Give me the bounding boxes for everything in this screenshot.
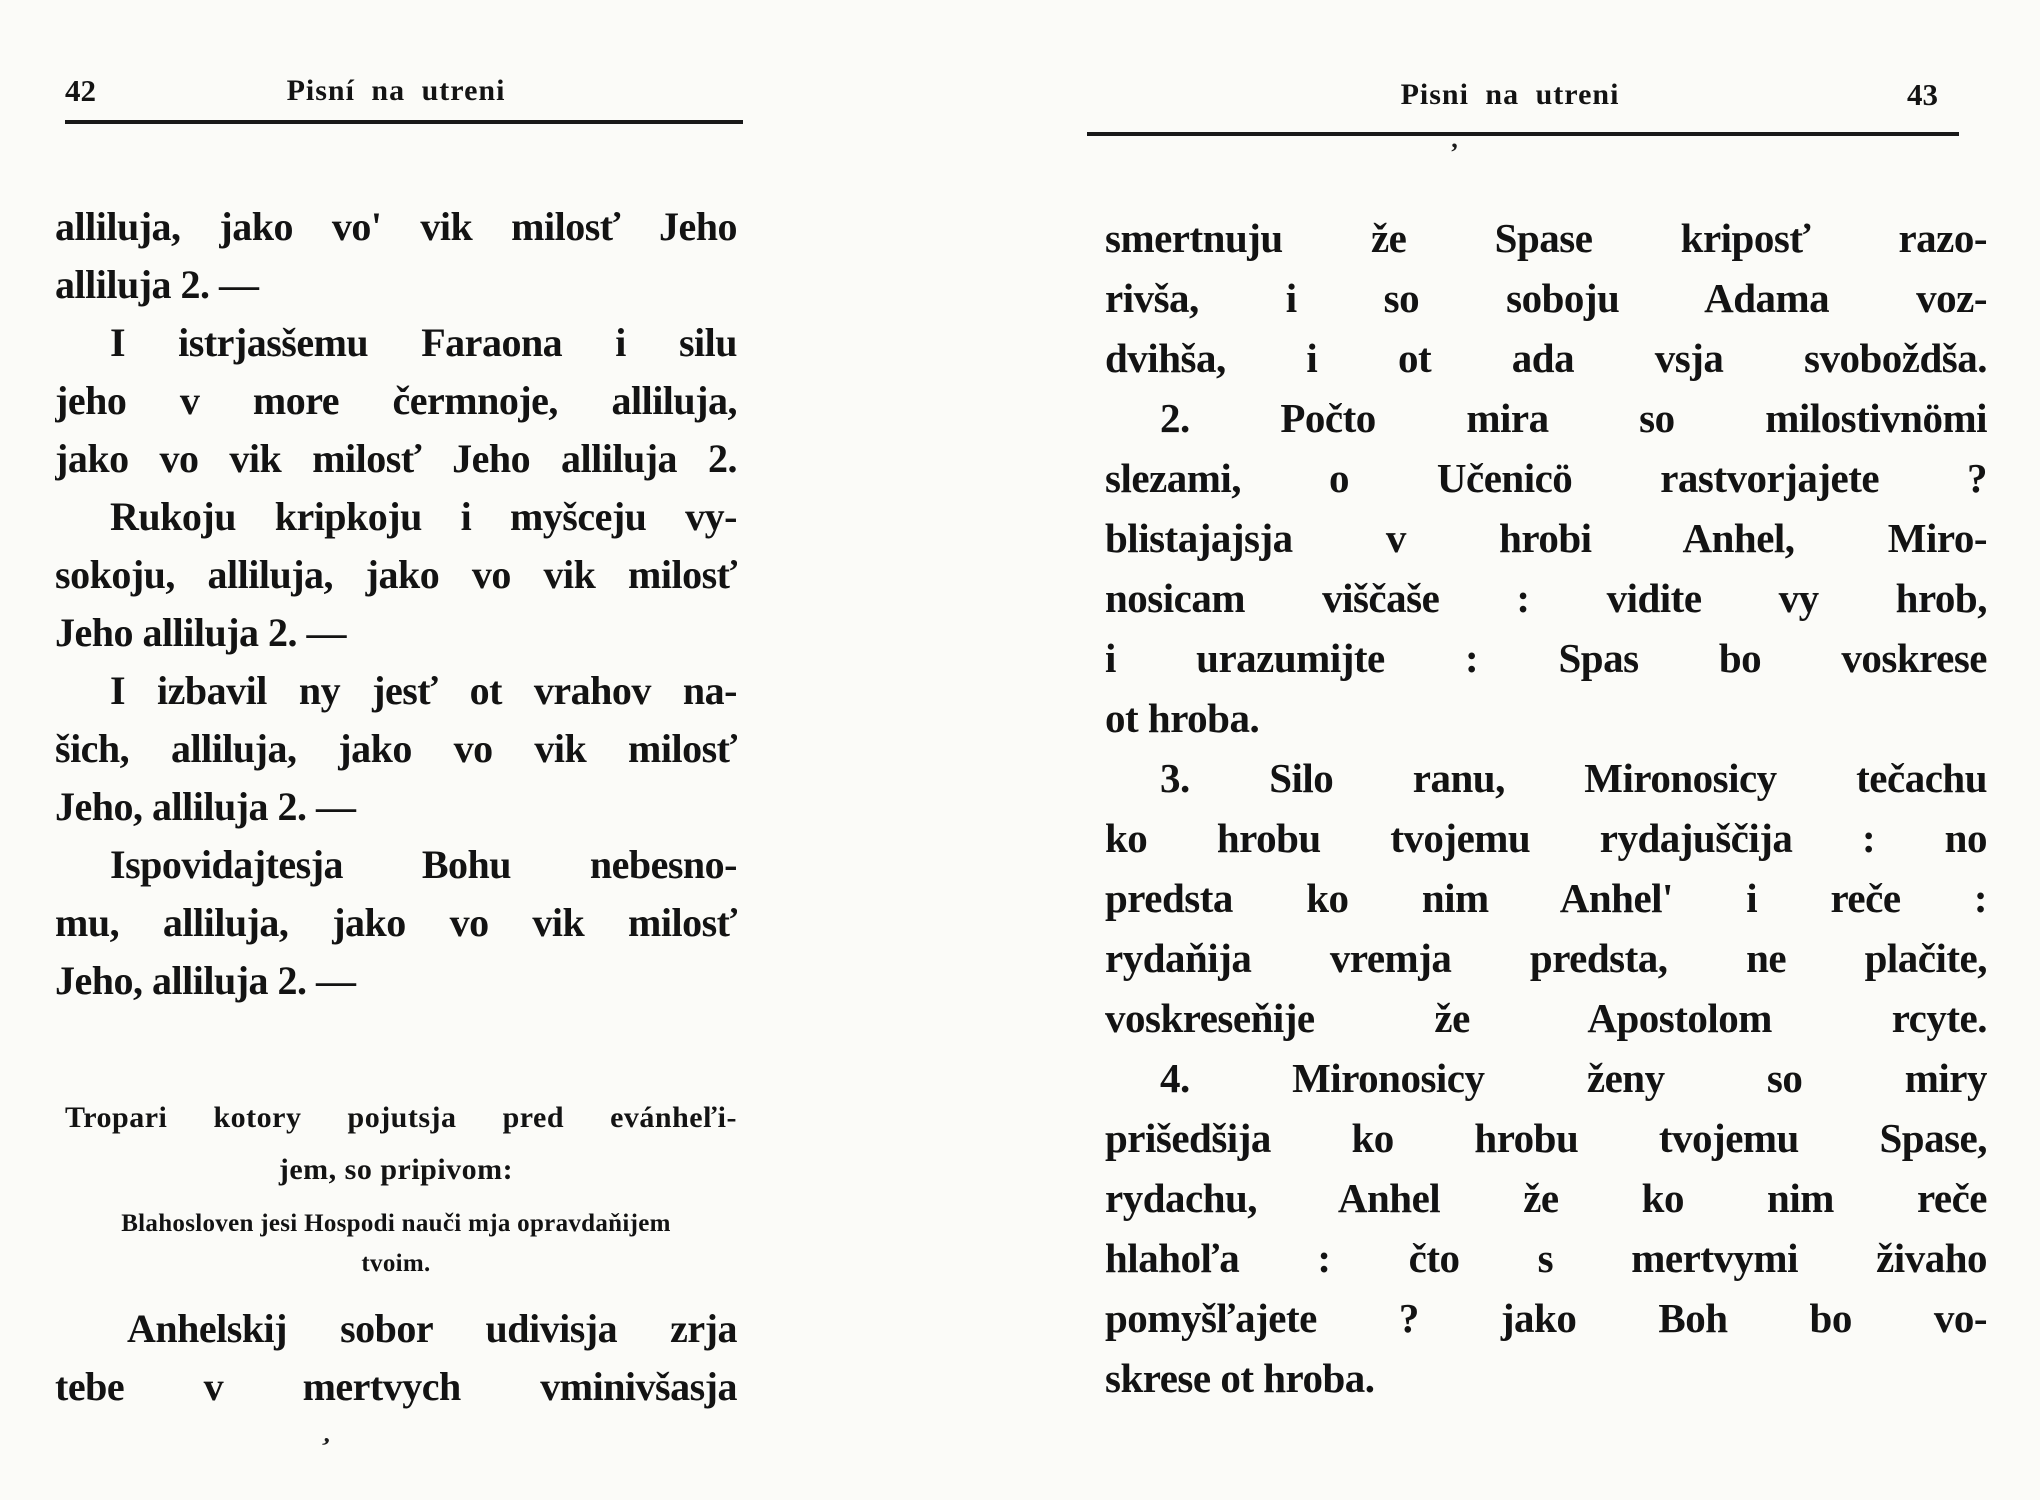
text-line: jeho v more čermnoje, alliluja, [55,378,737,423]
text-line: Jeho alliluja 2. — [55,610,347,655]
text-line: ot hroba. [1105,695,1260,741]
text-line: hlahoľa : čto s mertvymi živaho [1105,1235,1987,1281]
page-left [55,0,737,1500]
running-title-right: Pisni na utreni [1400,78,1620,111]
text-line: predsta ko nim Anhel' i reče : [1105,875,1987,921]
text-line: rydaňija vremja predsta, ne plačite, [1105,935,1987,981]
text-line: sokoju, alliluja, jako vo vik milosť [55,552,737,597]
text-line: rivša, i so soboju Adama voz- [1105,275,1987,321]
text-line: dvihša, i ot ada vsja svoboždša. [1105,335,1987,381]
text-line: blistajajsja v hrobi Anhel, Miro- [1105,515,1987,561]
text-line: rydachu, Anhel že ko nim reče [1105,1175,1987,1221]
text-line: ko hrobu tvojemu rydajuščija : no [1105,815,1987,861]
text-line: mu, alliluja, jako vo vik milosť [55,900,737,945]
text-line: pomyšľajete ? jako Boh bo vo- [1105,1295,1987,1341]
section-heading [55,1092,737,1196]
body-text-block-right [1105,208,1987,1408]
text-line: tebe v mertvych vminivšasja [55,1364,737,1409]
body-text-block-left-lower [55,1300,737,1416]
text-line: smertnuju že Spase kriposť razo- [1105,215,1987,261]
running-title-left: Pisní na utreni [286,74,506,107]
text-line: prišedšija ko hrobu tvojemu Spase, [1105,1115,1987,1161]
rubric-line: tvoim. [361,1250,431,1277]
rubric-line: Blahosloven jesi Hospodi nauči mja opravdaňijem [121,1210,671,1237]
section-heading-line: Tropari kotory pojutsja pred evánheľi- [65,1101,737,1134]
text-line: I izbavil ny jesť ot vrahov na- [110,668,737,713]
text-line: slezami, o Učenicö rastvorjajete ? [1105,455,1987,501]
text-line: Jeho, alliluja 2. — [55,958,356,1003]
text-line: alliluja, jako vo' vik milosť Jeho [55,204,737,249]
ink-mark: ’ [315,1431,334,1462]
page-number-left: 42 [65,73,96,108]
header-rule-right [1087,132,1959,136]
rubric [55,1204,737,1284]
header-rule-left [65,120,743,124]
text-line: alliluja 2. — [55,262,259,307]
text-line: Rukoju kripkoju i myšceju vy- [110,494,737,539]
text-line: 2. Počto mira so milostivnömi [1160,395,1987,441]
text-line: Jeho, alliluja 2. — [55,784,356,829]
text-line: 3. Silo ranu, Mironosicy tečachu [1160,755,1987,801]
text-line: Anhelskij sobor udivisja zrja [127,1306,737,1351]
text-line: jako vo vik milosť Jeho alliluja 2. [55,436,737,481]
text-line: i urazumijte : Spas bo voskrese [1105,635,1987,681]
text-line: Ispovidajtesja Bohu nebesno- [110,842,737,887]
text-line: nosicam viščaše : vidite vy hrob, [1105,575,1987,621]
ink-mark: ’ [1450,138,1459,167]
text-line: 4. Mironosicy ženy so miry [1160,1055,1987,1101]
section-heading-line: jem, so pripivom: [278,1153,514,1186]
body-text-block-left [55,198,737,1010]
page-number-right: 43 [1907,77,1938,112]
text-line: šich, alliluja, jako vo vik milosť [55,726,737,771]
text-line: skrese ot hroba. [1105,1355,1375,1401]
page-right [1105,0,1987,1500]
text-line: I istrjasšemu Faraona i silu [110,320,737,365]
text-line: voskreseňije že Apostolom rcyte. [1105,995,1987,1041]
